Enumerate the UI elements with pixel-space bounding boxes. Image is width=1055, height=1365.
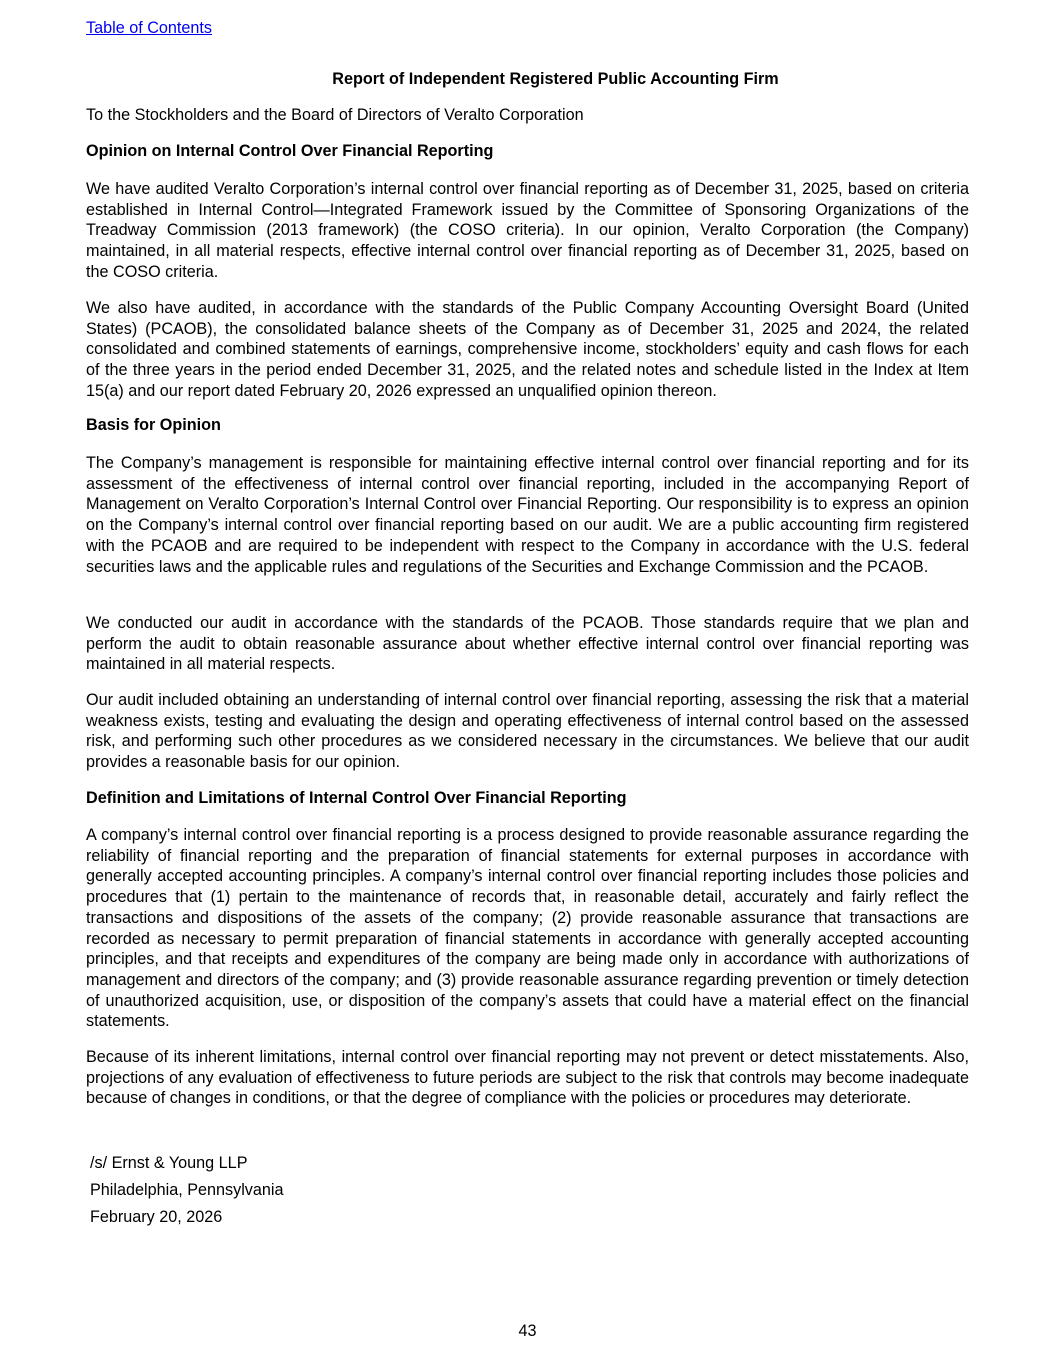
report-title: Report of Independent Registered Public Accounting Firm bbox=[332, 70, 779, 88]
addressee: To the Stockholders and the Board of Directors of Veralto Corporation bbox=[86, 106, 584, 124]
table-of-contents-link[interactable]: Table of Contents bbox=[86, 19, 212, 37]
paragraph-audit-scope: Our audit included obtaining an understanding of internal control over financial reporting, assessing the risk that a material weakness exists, testing and evaluating the design and operating effectiveness of internal control based on the assessed risk, and performing such other procedures as we considered necessary in the circumstances. We believe that our audit provides a reasonable basis for our opinion. bbox=[86, 691, 969, 772]
section-heading-basis: Basis for Opinion bbox=[86, 416, 221, 434]
signature-location: Philadelphia, Pennsylvania bbox=[90, 1181, 284, 1199]
signature-firm: /s/ Ernst & Young LLP bbox=[90, 1154, 248, 1172]
page-number: 43 bbox=[518, 1322, 537, 1340]
paragraph-definition: A company’s internal control over financial reporting is a process designed to provide reasonable assurance regarding the reliability of financial reporting and the preparation of financial statements for external purposes in accordance with generally accepted accounting principles. A company’s internal control over financial reporting includes those policies and procedures that (1) pertain to the maintenance of records that, in reasonable detail, accurately and fairly reflect the transactions and dispositions of the assets of the company; (2) provide reasonable assurance that transactions are recorded as necessary to permit preparation of financial statements in accordance with generally accepted accounting principles, and that receipts and expenditures of the company are being made only in accordance with authorizations of management and directors of the company; and (3) provide reasonable assurance regarding prevention or timely detection of unauthorized acquisition, use, or disposition of the company’s assets that could have a material effect on the financial statements. bbox=[86, 826, 969, 1031]
paragraph-limitations: Because of its inherent limitations, internal control over financial reporting may not prevent or detect misstatements. Also, projections of any evaluation of effectiveness to future periods are subject to the risk that controls may become inadequate because of changes in conditions, or that the degree of compliance with the policies or procedures may deteriorate. bbox=[86, 1048, 969, 1108]
paragraph-audit-standards: We conducted our audit in accordance with the standards of the PCAOB. Those standards require that we plan and perform the audit to obtain reasonable assurance about whether effective internal control over financial reporting was maintained in all material respects. bbox=[86, 614, 969, 674]
section-heading-opinion: Opinion on Internal Control Over Financial Reporting bbox=[86, 142, 494, 160]
paragraph-also-audited: We also have audited, in accordance with the standards of the Public Company Accounting Oversight Board (United States) (PCAOB), the consolidated balance sheets of the Company as of December 31, 2025 and 2024, the related consolidated and combined statements of earnings, comprehensive income, stockholders’ equity and cash flows for each of the three years in the period ended December 31, 2025, and the related notes and schedule listed in the Index at Item 15(a) and our report dated February 20, 2026 expressed an unqualified opinion thereon. bbox=[86, 299, 969, 400]
paragraph-management-responsibility: The Company’s management is responsible for maintaining effective internal control over financial reporting and for its assessment of the effectiveness of internal control over financial reporting, included in the accompanying Report of Management on Veralto Corporation’s Internal Control over Financial Reporting. Our responsibility is to express an opinion on the Company’s internal control over financial reporting based on our audit. We are a public accounting firm registered with the PCAOB and are required to be independent with respect to the Company in accordance with the U.S. federal securities laws and the applicable rules and regulations of the Securities and Exchange Commission and the PCAOB. bbox=[86, 454, 969, 576]
signature-date: February 20, 2026 bbox=[90, 1208, 223, 1226]
paragraph-opinion: We have audited Veralto Corporation’s internal control over financial reporting as of December 31, 2025, based on criteria established in Internal Control—Integrated Framework issued by the Committee of Sponsoring Organizations of the Treadway Commission (2013 framework) (the COSO criteria). In our opinion, Veralto Corporation (the Company) maintained, in all material respects, effective internal control over financial reporting as of December 31, 2025, based on the COSO criteria. bbox=[86, 180, 969, 281]
section-heading-definition: Definition and Limitations of Internal Control Over Financial Reporting bbox=[86, 789, 627, 807]
